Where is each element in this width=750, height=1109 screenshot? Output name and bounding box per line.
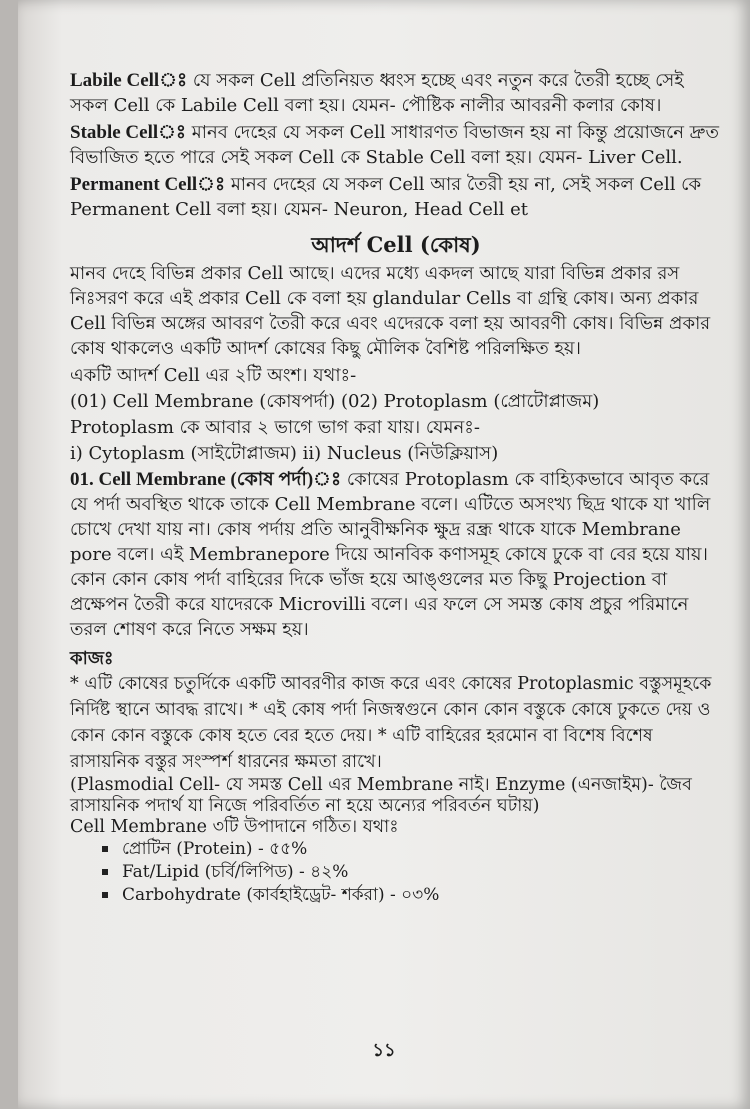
list-item: Fat/Lipid (চর্বি/লিপিড) - ৪২% — [102, 861, 722, 884]
ideal-cell-paragraph: মানব দেহে বিভিন্ন প্রকার Cell আছে। এদের মধ্যে একদল আছে যারা বিভিন্ন প্রকার রস নিঃসরণ করে এই প্রকার Cell কে বলা হয় glandular Cells বা গ্রন্থি কোষ। অন্য প্রকার Cell বিভিন্ন অঙ্গের আবরণ তৈরী করে এবং এদেরকে বলা হয় আবরণী কোষ। বিভিন্ন প্রকার কোষ থাকলেও একটি আদর্শ কোষের কিছু মৌলিক বৈশিষ্ট পরিলক্ষিত হয়। — [70, 263, 711, 359]
bullet-icon — [102, 892, 108, 898]
cell-membrane-text: কোষের Protoplasm কে বাহ্যিকভাবে আবৃত করে যে পর্দা অবস্থিত থাকে তাকে Cell Membrane বলে। এটিতে অসংখ্য ছিদ্র থাকে যা খালি চোখে দেখা যায় না। কোষ পর্দায় প্রতি আনুবীক্ষনিক ক্ষুদ্র রন্ধ্র থাকে যাকে Membrane pore বলে। এই Membranepore দিয়ে আনবিক কণাসমূহ কোষে ঢুকে বা বের হয়ে যায়। কোন কোন কোষ পর্দা বাহিরের দিকে ভাঁজ হয়ে আঙ্গুলের মত কিছু Projection বা প্রক্ষেপন তৈরী করে যাদেরকে Microvilli বলে। এর ফলে সে সমস্ত কোষ প্রচুর পরিমানে তরল শোষণ করে নিতে সক্ষম হয়। — [70, 469, 711, 640]
labile-cell-text: যে সকল Cell প্রতিনিয়ত ধ্বংস হচ্ছে এবং নতুন করে তৈরী হচ্ছে সেই সকল Cell কে Labile Cell বলা হয়। যেমন- পৌষ্টিক নালীর আবরনী কলার কোষ। — [70, 70, 684, 116]
cell-membrane-term: 01. Cell Membrane (কোষ পর্দা)ঃ — [70, 469, 342, 490]
permanent-cell-text: মানব দেহের যে সকল Cell আর তৈরী হয় না, সেই সকল Cell কে Permanent Cell বলা হয়। যেমন- Neuron, Head Cell et — [70, 174, 702, 220]
permanent-cell-paragraph — [70, 172, 722, 222]
page-number: ১১ — [372, 1040, 396, 1061]
parts-line: (01) Cell Membrane (কোষপর্দা) (02) Protoplasm (প্রোটোপ্লাজম) — [70, 391, 600, 412]
plasmodial-note: (Plasmodial Cell- যে সমস্ত Cell এর Membrane নাই। Enzyme (এনজাইম)- জৈব রাসায়নিক পদার্থ যা নিজে পরিবর্তিত না হয়ে অন্যের পরিবর্তন ঘটায়) — [70, 775, 692, 816]
labile-cell-term: Labile Cellঃ — [70, 70, 188, 91]
protoplasm-line: Protoplasm কে আবার ২ ভাগে ভাগ করা যায়। যেমনঃ- — [70, 417, 480, 438]
book-page — [18, 0, 750, 1109]
bullet-icon — [102, 846, 108, 852]
list-item: Carbohydrate (কার্বহাইড্রেট- শর্করা) - ০৩% — [102, 884, 722, 907]
stable-cell-paragraph — [70, 120, 722, 170]
list-item: প্রোটিন (Protein) - ৫৫% — [102, 838, 722, 861]
functions-title: কাজঃ — [70, 648, 114, 669]
composition-intro: Cell Membrane ৩টি উপাদানে গঠিত। যথাঃ — [70, 817, 399, 837]
stable-cell-term: Stable Cellঃ — [70, 122, 187, 143]
cell-membrane-paragraph — [70, 467, 722, 642]
page-content — [70, 68, 722, 907]
components-list — [70, 838, 722, 907]
section-heading: আদর্শ Cell (কোষ) — [311, 232, 481, 257]
cytoplasm-line: i) Cytoplasm (সাইটোপ্লাজম) ii) Nucleus (নিউক্লিয়াস) — [70, 443, 499, 464]
bullet-icon — [102, 869, 108, 875]
permanent-cell-term: Permanent Cellঃ — [70, 174, 226, 195]
two-parts-line: একটি আদর্শ Cell এর ২টি অংশ। যথাঃ- — [70, 365, 357, 386]
stable-cell-text: মানব দেহের যে সকল Cell সাধারণত বিভাজন হয় না কিন্তু প্রয়োজনে দ্রুত বিভাজিত হতে পারে সেই সকল Cell কে Stable Cell বলা হয়। যেমন- Liver Cell. — [70, 122, 719, 168]
functions-text: * এটি কোষের চতুর্দিকে একটি আবরণীর কাজ করে এবং কোষের Protoplasmic বস্তুসমূহকে নির্দিষ্ট স্থানে আবদ্ধ রাখে। * এই কোষ পর্দা নিজস্বগুনে কোন কোন বস্তুকে কোষে ঢুকতে দেয় ও কোন কোন বস্তুকে কোষ হতে বের হতে দেয়। * এটি বাহিরের হরমোন বা বিশেষ বিশেষ রাসায়নিক বস্তুর সংস্পর্শ ধারনের ক্ষমতা রাখে। — [70, 674, 712, 772]
labile-cell-paragraph — [70, 68, 722, 118]
